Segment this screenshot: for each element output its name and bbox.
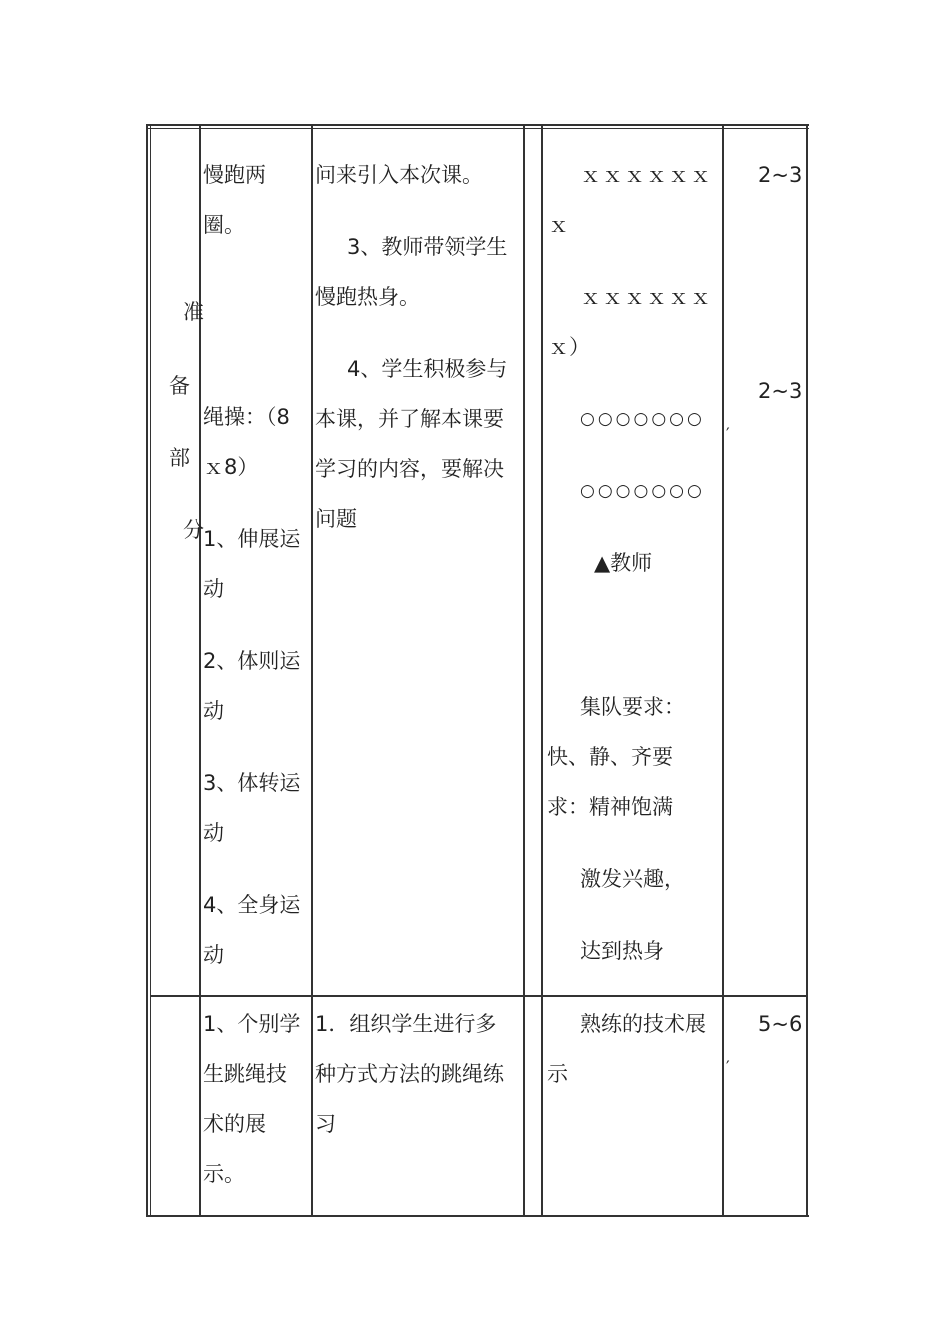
requirement-line: 达到热身 [580, 939, 664, 963]
content-line: 圈。 [203, 213, 245, 237]
content-line: 术的展 [203, 1112, 266, 1136]
content-line: 示。 [203, 1162, 245, 1186]
table-col-divider-2 [311, 124, 313, 1217]
minute-mark: ′ [726, 1057, 730, 1076]
table-col-divider-4 [722, 124, 724, 1217]
requirement-line: 快、静、齐要 [547, 745, 673, 769]
table-col-divider-1 [199, 124, 201, 1217]
formation-row: ｘ） [548, 335, 590, 359]
teacher-line: 习 [315, 1112, 336, 1136]
formation-row: ｘｘｘｘｘｘ [580, 163, 712, 187]
teacher-line: 4、学生积极参与 [347, 357, 508, 381]
section-label-char-3: 部 [169, 446, 190, 470]
content-line: 1、伸展运 [203, 527, 301, 551]
formation-circles: ○○○○○○○ [580, 409, 705, 429]
requirement-line: 求：精神饱满 [547, 795, 673, 819]
teacher-line: 问来引入本次课。 [315, 163, 483, 187]
teacher-line: 问题 [315, 507, 357, 531]
section-label-char-1: 准 [183, 300, 204, 324]
time-value: 2~3 [758, 163, 803, 187]
content-line: 2、体则运 [203, 649, 301, 673]
teacher-line: 3、教师带领学生 [347, 235, 508, 259]
content-line: 1、个别学 [203, 1012, 301, 1036]
requirement-line: 激发兴趣， [580, 867, 685, 891]
content-line: 动 [203, 699, 224, 723]
teacher-line: 慢跑热身。 [315, 285, 420, 309]
formation-circles: ○○○○○○○ [580, 481, 705, 501]
content-line: 绳操：（8 [203, 405, 290, 429]
section-label-char-4: 分 [183, 518, 204, 542]
time-value: 2~3 [758, 379, 803, 403]
table-border-left [146, 124, 148, 1217]
table-row-divider [150, 995, 808, 997]
teacher-line: 学习的内容，要解决 [315, 457, 504, 481]
section-label-char-2: 备 [169, 374, 190, 398]
requirement-line: 集队要求： [580, 695, 685, 719]
formation-row: ｘ [548, 213, 569, 237]
formation-row: ｘｘｘｘｘｘ [580, 285, 712, 309]
org-line: 示 [547, 1062, 568, 1086]
minute-mark: ′ [726, 424, 730, 443]
table-col-divider-3b [541, 124, 543, 1217]
content-line: 动 [203, 821, 224, 845]
content-line: ｘ8） [203, 455, 259, 479]
teacher-marker: ▲教师 [594, 551, 653, 575]
table-border-left-inner [150, 124, 151, 1217]
table-border-bottom [146, 1215, 809, 1217]
content-line: 动 [203, 943, 224, 967]
teacher-line: 1．组织学生进行多 [315, 1012, 497, 1036]
teacher-line: 本课，并了解本课要 [315, 407, 504, 431]
time-value: 5~6 [758, 1012, 803, 1036]
content-line: 4、全身运 [203, 893, 301, 917]
table-border-top-inner [146, 128, 809, 129]
org-line: 熟练的技术展 [580, 1012, 706, 1036]
table-border-top [146, 124, 809, 126]
table-border-right [806, 124, 808, 1217]
content-line: 慢跑两 [203, 163, 266, 187]
teacher-line: 种方式方法的跳绳练 [315, 1062, 504, 1086]
content-line: 生跳绳技 [203, 1062, 287, 1086]
content-line: 3、体转运 [203, 771, 301, 795]
table-col-divider-3 [523, 124, 525, 1217]
content-line: 动 [203, 577, 224, 601]
